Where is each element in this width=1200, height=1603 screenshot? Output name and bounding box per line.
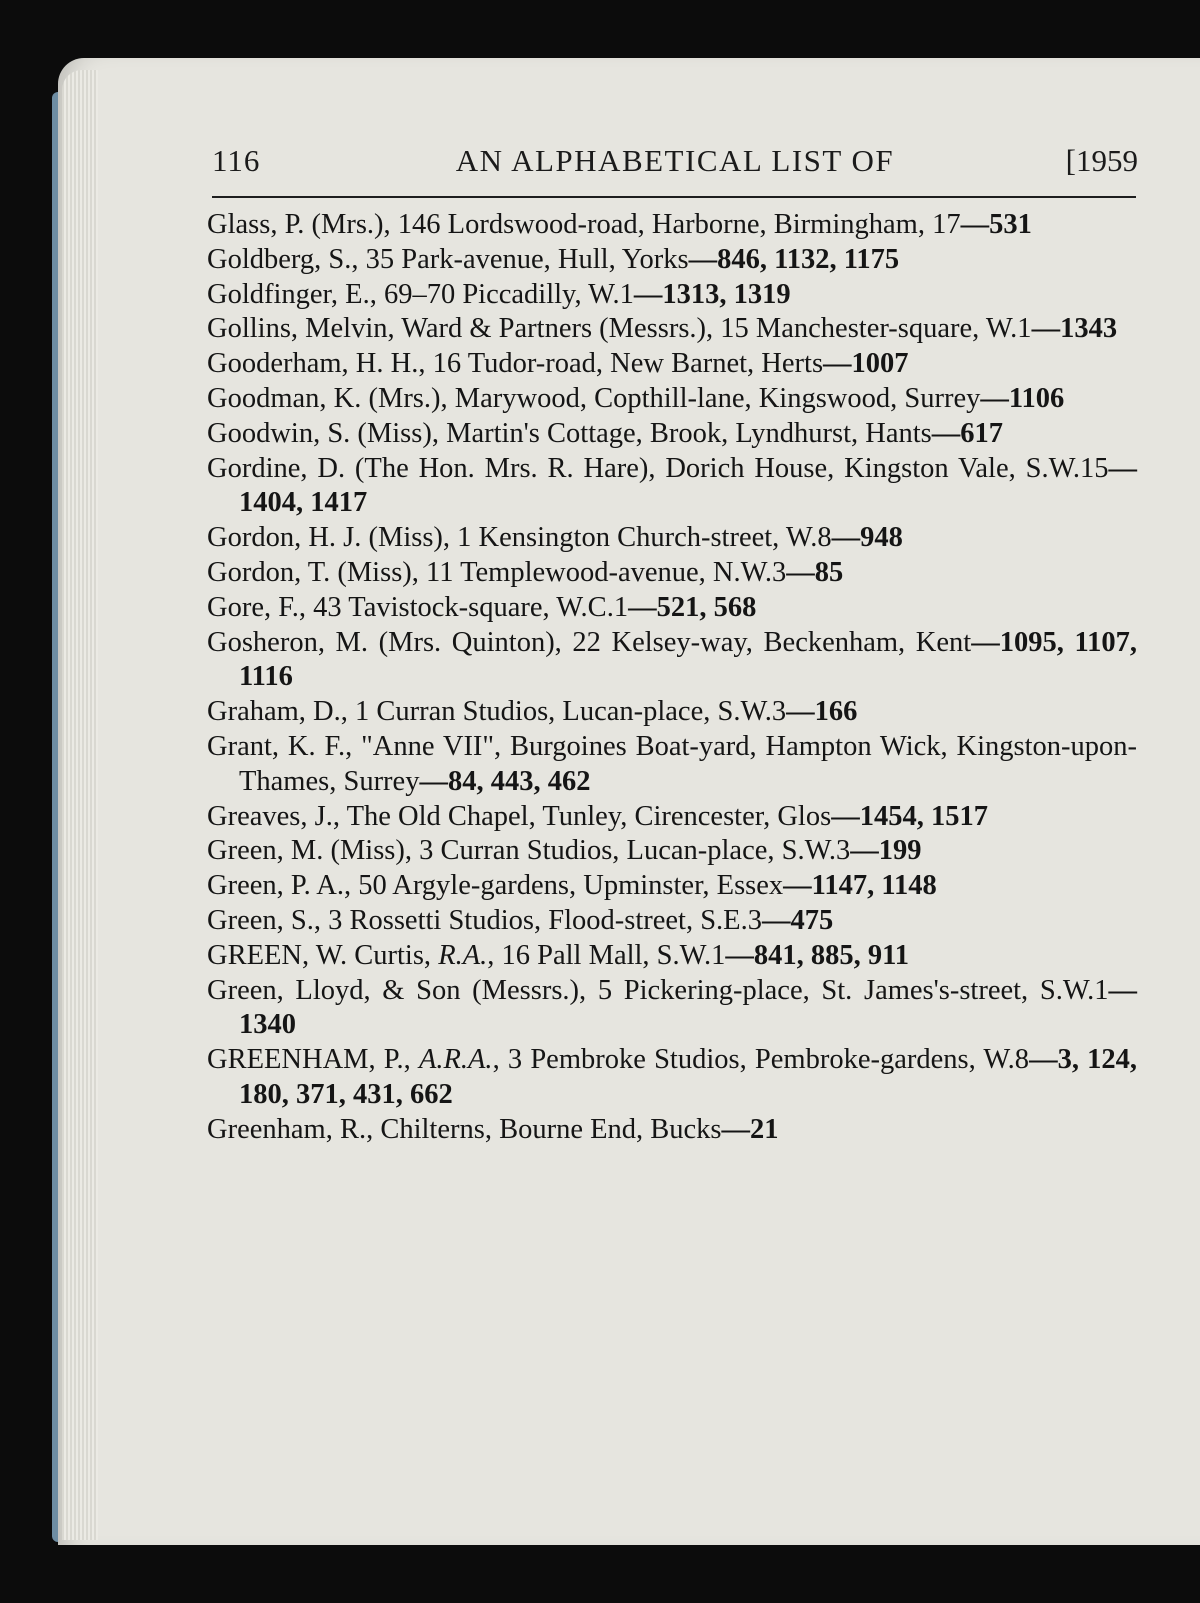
entry-text: Greaves, J., The Old Chapel, Tunley, Cirencester, Glos <box>207 800 832 832</box>
entry-refs: —475 <box>761 904 834 936</box>
entry-honour: R.A. <box>438 939 488 971</box>
list-item <box>207 974 1137 1044</box>
entry-text: Greenham, R., Chilterns, Bourne End, Bucks <box>207 1113 722 1145</box>
list-item <box>207 1043 1137 1113</box>
entry-text: Gosheron, M. (Mrs. Quinton), 22 Kelsey-way, Beckenham, Kent <box>207 626 972 658</box>
entry-refs: —3, 124, 180, 371, 431, 662 <box>239 1044 1138 1110</box>
entry-text: Green, S., 3 Rossetti Studios, Flood-street, S.E.3 <box>207 904 762 936</box>
entry-refs: —841, 885, 911 <box>725 939 910 971</box>
page-number: 116 <box>212 143 261 178</box>
entry-text: Green, Lloyd, & Son (Messrs.), 5 Pickering-place, St. James's-street, S.W.1 <box>207 974 1109 1006</box>
entry-text: Grant, K. F., "Anne VII", Burgoines Boat-yard, Hampton Wick, Kingston-upon-Thames, Surrey <box>207 730 1137 797</box>
header-rule <box>212 196 1136 198</box>
entry-refs: —166 <box>786 696 858 728</box>
list-item <box>207 695 1137 730</box>
list-item <box>207 869 1137 904</box>
entry-text: Green, P. A., 50 Argyle-gardens, Upminster, Essex <box>207 870 784 902</box>
entry-refs: —199 <box>850 835 922 867</box>
entry-refs: —846, 1132, 1175 <box>688 243 900 275</box>
list-item <box>207 347 1137 382</box>
entry-refs: —1007 <box>823 348 909 380</box>
list-item <box>207 939 1137 974</box>
list-item <box>207 834 1137 869</box>
entry-text: Gordon, T. (Miss), 11 Templewood-avenue, N.W.3 <box>207 556 787 588</box>
list-item <box>207 452 1137 522</box>
entry-text: GREEN, W. Curtis, <box>207 939 439 971</box>
list-item <box>207 312 1137 347</box>
list-item <box>207 1113 1137 1148</box>
entry-text: Gordine, D. (The Hon. Mrs. R. Hare), Dorich House, Kingston Vale, S.W.15 <box>207 452 1109 484</box>
list-item <box>207 730 1137 800</box>
page-stack-edge <box>62 70 98 1540</box>
entry-text: Graham, D., 1 Curran Studios, Lucan-place, S.W.3 <box>207 696 787 728</box>
list-item <box>207 800 1137 835</box>
entry-text: Goldberg, S., 35 Park-avenue, Hull, Yorks <box>207 243 689 275</box>
entry-refs: —1340 <box>239 974 1137 1041</box>
entry-refs: —1106 <box>980 382 1065 414</box>
list-item <box>207 591 1137 626</box>
entry-text: Gordon, H. J. (Miss), 1 Kensington Church-street, W.8 <box>207 522 832 554</box>
entry-refs: —948 <box>831 522 903 554</box>
entry-list <box>207 208 1137 1148</box>
entry-address: , 16 Pall Mall, S.W.1 <box>487 939 726 971</box>
entry-text: Gore, F., 43 Tavistock-square, W.C.1 <box>207 591 629 623</box>
entry-refs: —85 <box>786 556 844 588</box>
page-title: AN ALPHABETICAL LIST OF <box>455 143 895 178</box>
entry-refs: —84, 443, 462 <box>419 765 591 797</box>
list-item <box>207 556 1137 591</box>
entry-text: Green, M. (Miss), 3 Curran Studios, Lucan-place, S.W.3 <box>207 835 851 867</box>
list-item <box>207 626 1137 696</box>
list-item <box>207 417 1137 452</box>
list-item <box>207 278 1137 313</box>
list-item <box>207 904 1137 939</box>
list-item <box>207 208 1137 243</box>
entry-honour: A.R.A. <box>418 1044 493 1076</box>
entry-refs: —521, 568 <box>628 591 757 623</box>
entry-refs: —531 <box>960 209 1032 240</box>
entry-text: Gollins, Melvin, Ward & Partners (Messrs.), 15 Manchester-square, W.1 <box>207 313 1032 345</box>
entry-text: Gooderham, H. H., 16 Tudor-road, New Barnet, Herts <box>207 348 824 380</box>
running-header <box>212 143 1138 187</box>
entry-refs: —1454, 1517 <box>831 800 988 832</box>
entry-text: GREENHAM, P., <box>207 1044 419 1076</box>
entry-text: Glass, P. (Mrs.), 146 Lordswood-road, Harborne, Birmingham, 17 <box>207 209 961 240</box>
entry-refs: —1343 <box>1031 313 1118 345</box>
entry-refs: —1095, 1107, 1116 <box>239 626 1137 693</box>
entry-text: Goodwin, S. (Miss), Martin's Cottage, Brook, Lyndhurst, Hants <box>207 417 932 449</box>
entry-refs: —21 <box>721 1113 779 1145</box>
entry-refs: —1147, 1148 <box>783 870 937 902</box>
year-marker: [1959 <box>1065 143 1138 178</box>
entry-address: , 3 Pembroke Studios, Pembroke-gardens, W.8 <box>492 1044 1030 1076</box>
entry-refs: —617 <box>931 417 1003 449</box>
entry-refs: —1404, 1417 <box>239 452 1137 519</box>
entry-text: Goldfinger, E., 69–70 Piccadilly, W.1 <box>207 278 634 310</box>
entry-text: Goodman, K. (Mrs.), Marywood, Copthill-lane, Kingswood, Surrey <box>207 382 981 414</box>
entry-refs: —1313, 1319 <box>633 278 791 310</box>
list-item <box>207 243 1137 278</box>
list-item <box>207 521 1137 556</box>
list-item <box>207 382 1137 417</box>
